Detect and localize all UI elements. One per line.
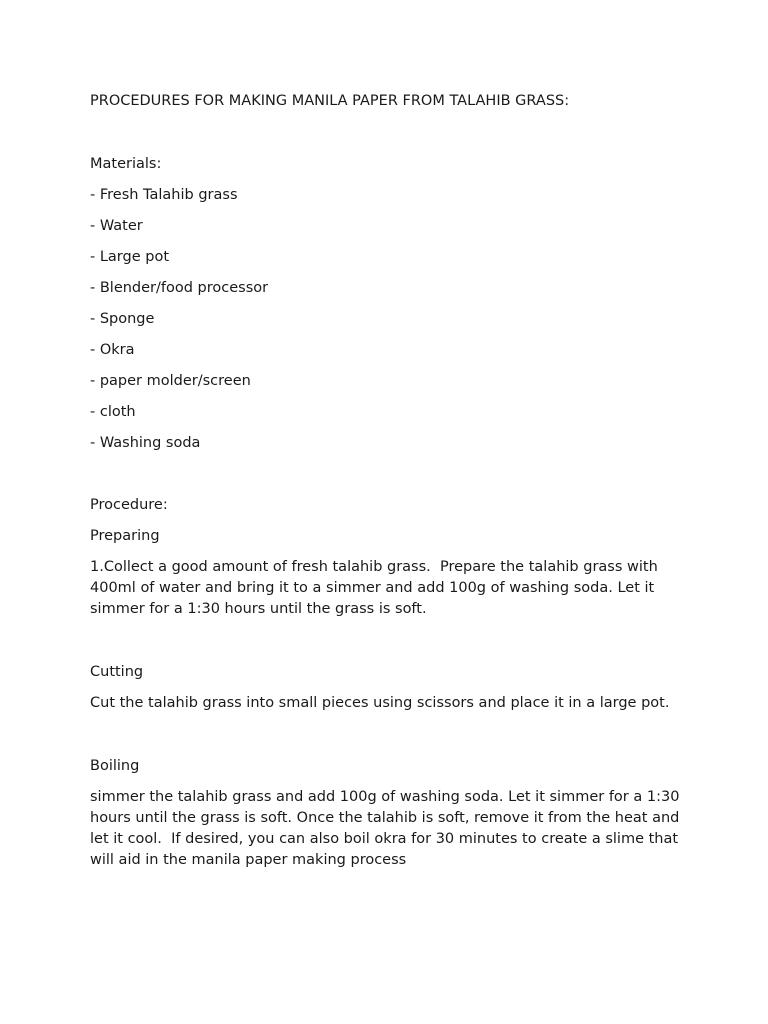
materials-heading: Materials: [90, 156, 162, 172]
list-item: - cloth [90, 404, 136, 420]
list-item: - Sponge [90, 311, 155, 327]
list-item: - Water [90, 218, 143, 234]
list-item: - Large pot [90, 249, 170, 265]
cutting-heading: Cutting [90, 664, 144, 680]
list-item: - Washing soda [90, 435, 201, 451]
boiling-paragraph: simmer the talahib grass and add 100g of washing soda. Let it simmer for a 1:30 hours until the grass is soft. Once the talahib is soft, remove it from the heat and let it cool. If desired, you can also boil okra for 30 minutes to create a slime that will aid in the manila paper making process [90, 789, 685, 868]
document-body [90, 91, 685, 871]
boiling-heading: Boiling [90, 758, 140, 774]
list-item: - Fresh Talahib grass [90, 187, 238, 203]
cutting-paragraph: Cut the talahib grass into small pieces using scissors and place it in a large pot. [90, 695, 670, 711]
procedure-heading: Procedure: [90, 497, 168, 513]
preparing-paragraph: 1.Collect a good amount of fresh talahib grass. Prepare the talahib grass with 400ml of water and bring it to a simmer and add 100g of washing soda. Let it simmer for a 1:30 hours until the grass is soft. [90, 559, 663, 617]
materials-list [90, 185, 680, 454]
list-item: - Blender/food processor [90, 280, 269, 296]
list-item: - Okra [90, 342, 135, 358]
preparing-heading: Preparing [90, 528, 160, 544]
document-title: PROCEDURES FOR MAKING MANILA PAPER FROM TALAHIB GRASS: [90, 93, 570, 109]
list-item: - paper molder/screen [90, 373, 251, 389]
